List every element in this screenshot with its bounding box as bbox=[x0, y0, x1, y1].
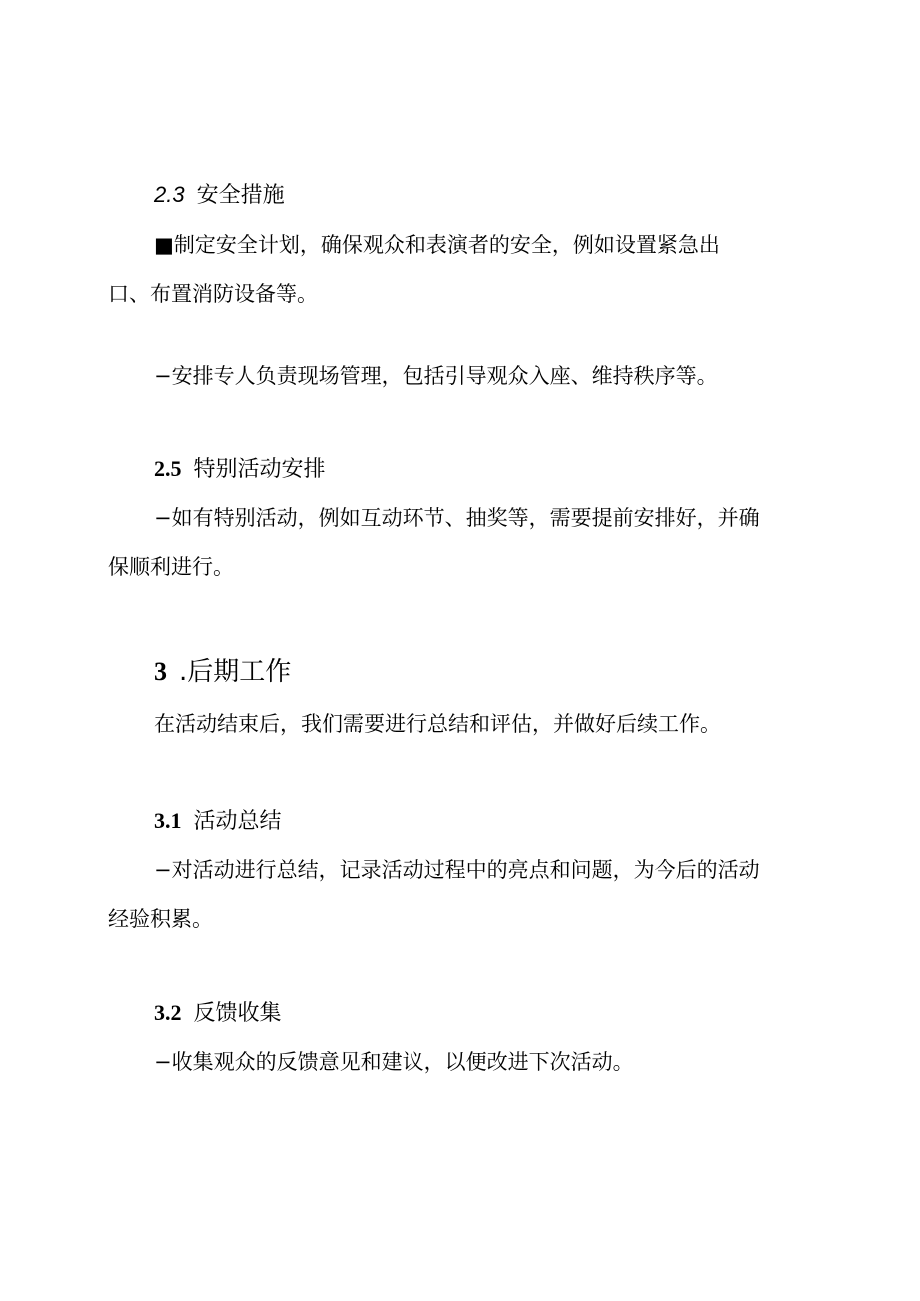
s3-paragraph-line-1: 在活动结束后，我们需要进行总结和评估，并做好后续工作。 bbox=[154, 712, 721, 736]
heading-3-number: 3 bbox=[154, 657, 167, 686]
s31-paragraph-line-2: 经验积累。 bbox=[108, 907, 213, 931]
heading-3-2 bbox=[154, 999, 282, 1028]
heading-3-1 bbox=[154, 807, 282, 836]
s23-paragraph-line-3: −安排专人负责现场管理，包括引导观众入座、维持秩序等。 bbox=[154, 364, 718, 388]
heading-2-5-title: 特别活动安排 bbox=[193, 457, 326, 482]
heading-2-5-number: 2.5 bbox=[154, 456, 182, 481]
heading-3-title: .后期工作 bbox=[179, 657, 292, 687]
heading-3-1-number: 3.1 bbox=[154, 808, 182, 833]
s32-paragraph-line-1: −收集观众的反馈意见和建议，以便改进下次活动。 bbox=[154, 1050, 634, 1074]
heading-2-3-title: 安全措施 bbox=[196, 183, 285, 208]
s25-paragraph-line-2: 保顺利进行。 bbox=[108, 555, 234, 579]
heading-3-2-title: 反馈收集 bbox=[193, 1001, 282, 1026]
s31-paragraph-line-1: −对活动进行总结，记录活动过程中的亮点和问题，为今后的活动 bbox=[154, 858, 760, 882]
heading-2-3 bbox=[154, 181, 285, 210]
s23-paragraph-line-2: 口、布置消防设备等。 bbox=[108, 282, 318, 306]
heading-2-5 bbox=[154, 455, 326, 484]
heading-2-3-number: 2.3 bbox=[154, 182, 185, 207]
heading-3 bbox=[154, 656, 291, 688]
heading-3-1-title: 活动总结 bbox=[193, 809, 282, 834]
s23-paragraph-line-1: ■制定安全计划，确保观众和表演者的安全，例如设置紧急出 bbox=[154, 233, 720, 257]
heading-3-2-number: 3.2 bbox=[154, 1000, 182, 1025]
s25-paragraph-line-1: −如有特别活动，例如互动环节、抽奖等，需要提前安排好，并确 bbox=[154, 506, 760, 530]
